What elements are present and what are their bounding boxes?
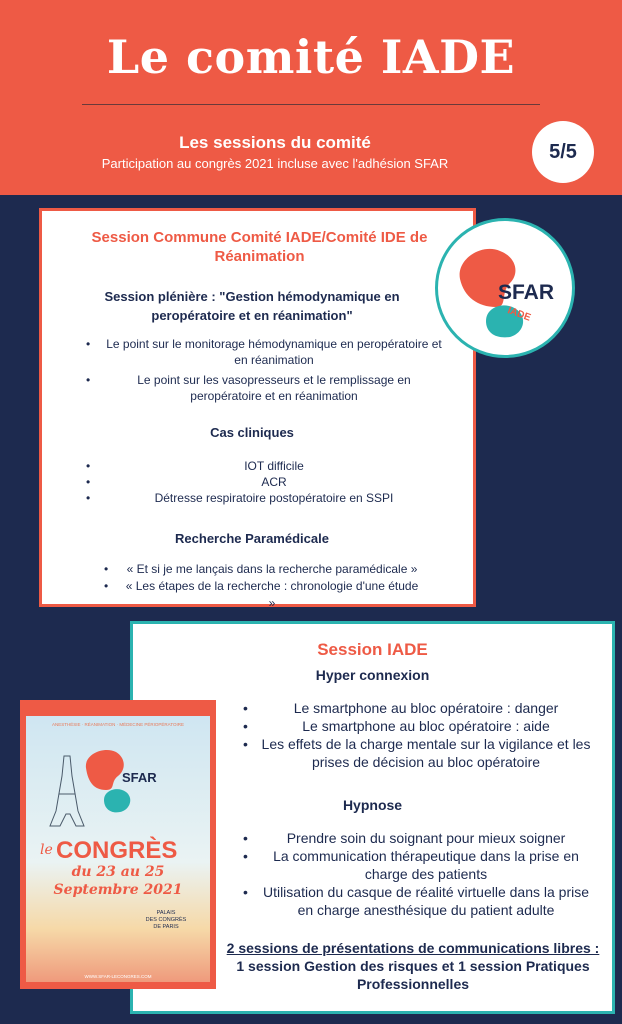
list-item: • IOT difficile xyxy=(104,458,444,474)
section-subtitle: Les sessions du comité xyxy=(179,133,371,152)
list-item: • La communication thérapeutique dans la prise en charge des patients xyxy=(261,847,591,883)
bullet-list xyxy=(104,458,444,506)
list-item: • Le smartphone au bloc opératoire : aide xyxy=(261,717,591,735)
congress-poster xyxy=(20,700,216,989)
list-item: • Les effets de la charge mentale sur la vigilance et les prises de décision au bloc opératoire xyxy=(261,735,591,771)
bullet-list xyxy=(122,561,422,612)
section-heading: Session plénière : "Gestion hémodynamique en peropératoire et en réanimation" xyxy=(104,289,400,323)
section-heading: Cas cliniques xyxy=(210,425,294,440)
list-item: • Utilisation du casque de réalité virtuelle dans la prise en charge anesthésique du patient adulte xyxy=(261,883,591,919)
poster-venue-line3: DE PARIS xyxy=(153,924,179,930)
poster-url-text: WWW.SFAR-LECONGRES.COM xyxy=(84,974,152,979)
bullet-list xyxy=(261,699,591,771)
footer-line: 2 sessions de présentations de communications libres : xyxy=(226,940,600,956)
section-heading: Hyper connexion xyxy=(315,667,430,683)
footer-line: 1 session Gestion des risques et 1 session Pratiques Professionnelles xyxy=(236,958,590,992)
page-title: Le comité IADE xyxy=(106,30,516,84)
poster-brand-text: SFAR xyxy=(122,770,157,785)
free-communications-note xyxy=(218,939,608,993)
poster-venue-line2: DES CONGRÈS xyxy=(145,917,187,923)
title-divider xyxy=(82,104,540,105)
list-item: • « Et si je me lançais dans la recherche paramédicale » xyxy=(122,561,422,578)
poster-dates-line2: Septembre 2021 xyxy=(53,882,183,898)
header-banner xyxy=(0,0,622,195)
list-item: • Détresse respiratoire postopératoire en SSPI xyxy=(104,490,444,506)
section-subline: Participation au congrès 2021 incluse avec l'adhésion SFAR xyxy=(101,156,449,171)
sfar-logo xyxy=(435,218,575,358)
list-item: • « Les étapes de la recherche : chronologie d'une étude » xyxy=(122,578,422,612)
card-title: Session IADE xyxy=(317,640,428,659)
poster-banner-text: ANESTHÉSIE · RÉANIMATION · MÉDECINE PÉRIOPÉRATOIRE xyxy=(51,722,185,727)
list-item: • ACR xyxy=(104,474,444,490)
poster-graphic xyxy=(26,716,210,982)
poster-venue-line1: PALAIS xyxy=(156,910,176,916)
card-title: Session Commune Comité IADE/Comité IDE de Réanimation xyxy=(91,229,428,265)
bullet-list xyxy=(104,336,444,408)
poster-le-text: le xyxy=(40,842,53,858)
logo-brand-text: SFAR xyxy=(498,281,555,304)
bullet-list xyxy=(261,829,591,919)
list-item: • Le point sur les vasopresseurs et le remplissage en peropératoire et en réanimation xyxy=(104,372,444,404)
section-heading: Hypnose xyxy=(342,797,403,813)
logo-sub-text: IADE xyxy=(505,305,533,324)
list-item: • Prendre soin du soignant pour mieux soigner xyxy=(261,829,591,847)
session-commune-card xyxy=(39,208,476,610)
poster-illustration xyxy=(26,716,210,982)
poster-dates-line1: du 23 au 25 xyxy=(71,864,165,880)
page-number-badge: 5/5 xyxy=(532,121,594,183)
list-item: • Le smartphone au bloc opératoire : danger xyxy=(261,699,591,717)
list-item: • Le point sur le monitorage hémodynamique en peropératoire et en réanimation xyxy=(104,336,444,368)
section-heading: Recherche Paramédicale xyxy=(175,531,329,546)
poster-congres-text: CONGRÈS xyxy=(56,837,178,864)
sfar-logo-graphic xyxy=(438,221,572,355)
